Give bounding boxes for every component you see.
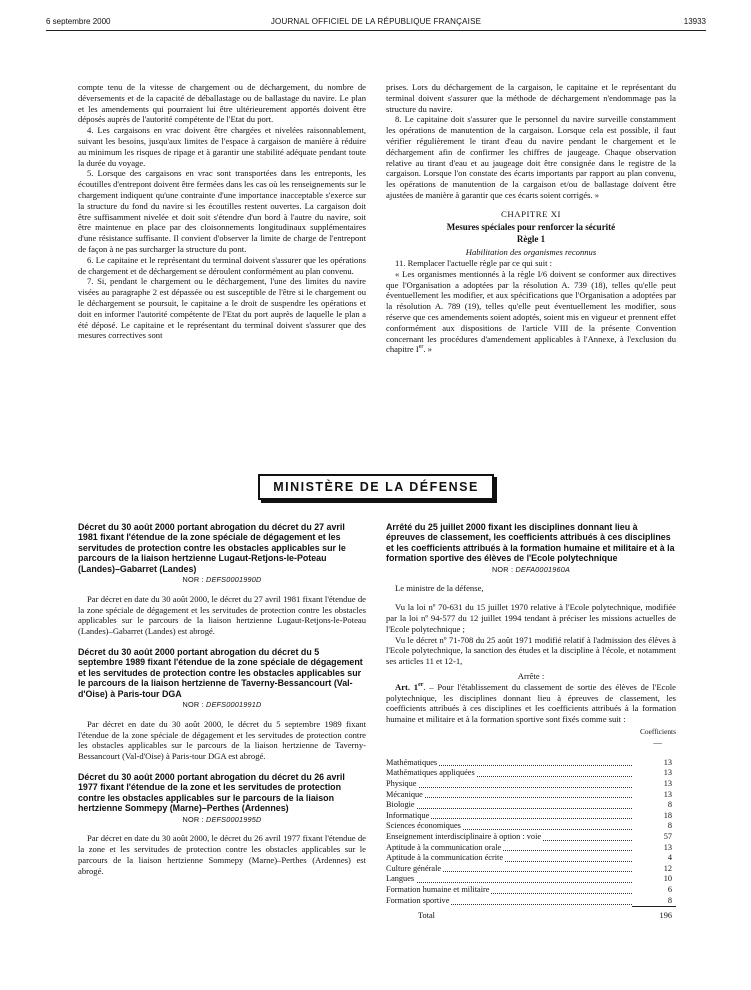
decree-title: Décret du 30 août 2000 portant abrogation du décret du 26 avril 1977 fixant l'étendue de la zone et les servitudes de protection contre les obstacles applicables sur le parcours de la liaison hertzienne Sommepy (Marne)–Perthes (Ardennes) xyxy=(78,772,345,814)
table-row xyxy=(386,821,676,832)
subject-name-cell xyxy=(386,758,632,769)
subject-name: Culture générale xyxy=(386,863,442,873)
subject-coefficient: 12 xyxy=(663,863,672,873)
chapter-title: CHAPITRE XI xyxy=(501,208,561,219)
subject-name: Formation sportive xyxy=(386,896,450,905)
subject-coefficient: 18 xyxy=(663,810,672,820)
nor-code: DEFS0001991D xyxy=(205,700,262,710)
subject-coefficient: 13 xyxy=(663,789,672,799)
subject-name: Enseignement interdisciplinaire à option : voie xyxy=(386,831,542,841)
header-date: 6 septembre 2000 xyxy=(46,17,111,26)
subject-name-cell xyxy=(386,790,632,801)
coefficients-header: Coefficients xyxy=(640,726,676,736)
nor-label: NOR : xyxy=(182,700,206,710)
nor-reference xyxy=(78,575,366,586)
paragraph: prises. Lors du déchargement de la cargaison, le capitaine et le représentant du terminal doivent s'assurer que la méthode de déchargement n'endommage pas la structure du navire. xyxy=(386,82,676,114)
article-1 xyxy=(386,682,676,725)
nor-code: DEFA0001960A xyxy=(515,564,571,574)
dot-leader xyxy=(386,896,632,907)
decree-block xyxy=(78,772,366,877)
dot-leader xyxy=(386,864,632,875)
coefficients-table xyxy=(386,758,676,922)
nor-code: DEFS0001995D xyxy=(205,814,262,824)
subject-name-cell xyxy=(386,821,632,832)
dot-leader xyxy=(386,811,632,822)
decree-block xyxy=(78,647,366,762)
arrete-column xyxy=(386,522,676,922)
arrete-word: Arrête : xyxy=(517,671,545,681)
dot-leader xyxy=(386,832,632,843)
paragraph: 11. Remplacer l'actuelle règle par ce qui suit : xyxy=(395,257,553,268)
header-journal-title: JOURNAL OFFICIEL DE LA RÉPUBLIQUE FRANÇAISE xyxy=(270,17,482,26)
quoted-rule xyxy=(386,269,676,355)
header-rule xyxy=(46,30,706,31)
dot-leader xyxy=(386,821,632,832)
subject-coefficient: 13 xyxy=(663,842,672,852)
article-label xyxy=(395,682,423,692)
top-left-column xyxy=(78,82,366,341)
dot-leader xyxy=(386,885,632,896)
dot-leader xyxy=(386,768,632,779)
ministry-heading: MINISTÈRE DE LA DÉFENSE xyxy=(258,474,494,500)
subject-coefficient: 10 xyxy=(663,874,672,884)
decree-title: Décret du 30 août 2000 portant abrogation du décret du 5 septembre 1989 fixant l'étendue de la zone spéciale de dégagement et les servitudes de protection contre les obstacles applicables sur le parcours de la liaison hertzienne de Taverny-Bessancourt (Val-d'Oise) à Paris-tour DGA xyxy=(78,647,363,699)
decree-body: Par décret en date du 30 août 2000, le décret du 27 avril 1981 fixant l'étendue de la zone spéciale de dégagement et les servitudes de protection contre les obstacles applicables sur le parcours de la liaison hertzienne Lugaut-Retjons-le-Poteau (Landes)–Gabarret (Landes) est abrogé. xyxy=(78,593,366,637)
subject-name-cell xyxy=(386,811,632,822)
dot-leader xyxy=(386,843,632,854)
nor-reference xyxy=(78,815,366,826)
vu-paragraph: Vu la loi nº 70-631 du 15 juillet 1970 relative à l'Ecole polytechnique, modifiée par la loi nº 94-577 du 12 juillet 1994 tendant à préciser les missions actuelles de l'Ecole polytechnique ; xyxy=(386,602,676,634)
subject-name: Aptitude à la communication orale xyxy=(386,842,502,852)
table-row xyxy=(386,811,676,822)
nor-code: DEFS0001990D xyxy=(205,575,262,585)
subject-name-cell xyxy=(386,768,632,779)
quote-end: . » xyxy=(423,344,432,355)
chapter-subtitle: Mesures spéciales pour renforcer la sécurité xyxy=(446,221,616,232)
subject-name: Sciences économiques xyxy=(386,821,461,831)
paragraph: 6. Le capitaine et le représentant du terminal doivent s'assurer que les opérations de chargement et de déchargement se déroulent conformément au plan convenu. xyxy=(78,254,366,276)
subject-name: Mécanique xyxy=(386,789,423,799)
table-row xyxy=(386,874,676,885)
top-right-column xyxy=(386,82,676,355)
minister-line: Le ministre de la défense, xyxy=(395,583,484,594)
header-page-number: 13933 xyxy=(683,17,706,26)
table-row xyxy=(386,800,676,811)
subject-coefficient: 6 xyxy=(667,884,672,894)
table-row xyxy=(386,843,676,854)
table-row xyxy=(386,896,676,907)
arrete-title: Arrêté du 25 juillet 2000 fixant les disciplines donnant lieu à épreuves de classement, les coefficients attribués à ces disciplines et les coefficients attribués à la formation humaine et militaire et à la formation sportive des élèves de l'Ecole polytechnique xyxy=(386,522,675,564)
rule-heading: Habilitation des organismes reconnus xyxy=(465,247,597,258)
table-row xyxy=(386,864,676,875)
dot-leader xyxy=(386,779,632,790)
subject-coefficient: 13 xyxy=(663,778,672,788)
decree-title: Décret du 30 août 2000 portant abrogation du décret du 27 avril 1981 fixant l'étendue de la zone spéciale de dégagement et les servitudes de protection contre les obstacles applicables sur le parcours de la liaison hertzienne Lugaut-Retjons-le-Poteau (Landes)–Gabarret (Landes) xyxy=(78,522,346,574)
subject-name: Mathématiques xyxy=(386,757,438,767)
subject-name: Aptitude à la communication écrite xyxy=(386,853,504,863)
article-sup: er xyxy=(418,681,424,688)
decree-body: Par décret en date du 30 août 2000, le décret du 26 avril 1977 fixant l'étendue de la zone et les servitudes de protection contre les obstacles applicables sur le parcours de la liaison hertzienne Sommepy (Marne)–Perthes (Ardennes) est abrogé. xyxy=(78,833,366,876)
subject-name-cell xyxy=(386,864,632,875)
nor-label: NOR : xyxy=(491,564,516,574)
quote-sup: er xyxy=(418,344,424,351)
total-value: 196 xyxy=(632,907,676,922)
subject-coefficient: 8 xyxy=(667,895,672,905)
subject-name-cell xyxy=(386,874,632,885)
paragraph: 5. Lorsque des cargaisons en vrac sont transportées dans les entreponts, les écoutilles d'entrepont doivent être fermées dans les cas où les renseignements sur le chargement indiquent qu'une contrainte d'une importance inacceptable s'exerce sur la structure du fond du navire si les écoutilles restent ouvertes. La cargaison doit être suffisamment nivelée et doit soit s'étendre d'un bord à l'autre du navire, soit être maintenue en place par des cloisonnements longitudinaux supplémentaires d'une résistance suffisante. Il convient d'observer la limite de charge de l'entrepont de façon à ne pas surcharger la structure du pont. xyxy=(78,168,366,254)
paragraph: 7. Si, pendant le chargement ou le déchargement, l'une des limites du navire visées au paragraphe 2 est dépassée ou est susceptible de l'être si le chargement ou le déchargement se poursuit, le capitaine a le droit de suspendre les opérations et doit en informer l'autorité compétente de l'Etat du port auprès de laquelle le plan a été déposé. Le capitaine et le représentant du terminal doivent s'assurer que des mesures correctives sont xyxy=(78,276,366,341)
subject-name: Mathématiques appliquées xyxy=(386,768,475,778)
paragraph: compte tenu de la vitesse de chargement ou de déchargement, du nombre de déversements et de la capacité de déballastage ou de ballastage du navire. Le plan et les amendements qui pourraient lui être ultérieurement apportés doivent être déposés auprès de l'autorité compétente de l'Etat du port. xyxy=(78,82,366,125)
subject-name: Informatique xyxy=(386,810,430,820)
nor-reference xyxy=(78,700,366,711)
dot-leader xyxy=(386,853,632,864)
dot-leader xyxy=(386,790,632,801)
nor-reference xyxy=(386,565,676,576)
decrees-column xyxy=(78,522,366,887)
dot-leader xyxy=(386,874,632,885)
paragraph: 4. Les cargaisons en vrac doivent être chargées et nivelées raisonnablement, suivant les besoins, jusqu'aux limites de l'espace à cargaison de manière à réduire au minimum les risques de ripage et à garantir une stabilité adéquate pendant toute la durée du voyage. xyxy=(78,125,366,168)
subject-coefficient: 13 xyxy=(663,757,672,767)
subject-coefficient: 13 xyxy=(663,768,672,778)
table-row xyxy=(386,768,676,779)
subject-name: Langues xyxy=(386,874,415,884)
subject-name-cell xyxy=(386,779,632,790)
subject-coefficient: 8 xyxy=(667,800,672,810)
subject-name-cell xyxy=(386,832,632,843)
subject-name-cell xyxy=(386,800,632,811)
article-text: . – Pour l'établissement du classement de sortie des élèves de l'Ecole polytechnique, les disciplines donnant lieu à épreuves de classement, les coefficients attribués à ces disciplines et les coefficients attribués à la formation humaine et militaire et à la formation sportive sont fixés comme suit : xyxy=(386,681,676,725)
table-row xyxy=(386,758,676,769)
subject-name-cell xyxy=(386,885,632,896)
subject-coefficient: 4 xyxy=(667,853,672,863)
table-row xyxy=(386,779,676,790)
total-row xyxy=(386,907,676,922)
vu-paragraph: Vu le décret nº 71-708 du 25 août 1971 modifié relatif à l'admission des élèves à l'Ecole polytechnique, la sanction des études et la discipline à l'école, et notamment ses articles 11 et 12-1, xyxy=(386,634,676,667)
total-label: Total xyxy=(418,911,435,921)
nor-label: NOR : xyxy=(182,814,206,824)
page-header xyxy=(46,17,706,31)
nor-label: NOR : xyxy=(182,575,206,585)
subject-name: Physique xyxy=(386,778,417,788)
subject-name: Biologie xyxy=(386,800,415,810)
table-row xyxy=(386,885,676,896)
decree-body: Par décret en date du 30 août 2000, le décret du 5 septembre 1989 fixant l'étendue de la zone spéciale de dégagement et les servitudes de protection contre les obstacles applicables sur le parcours de la liaison hertzienne de Taverny-Bessancourt (Val-d'Oise) à Paris-tour DGA est abrogé. xyxy=(78,718,366,762)
coefficients-dash: — xyxy=(653,736,662,747)
subject-coefficient: 8 xyxy=(667,821,672,831)
table-row xyxy=(386,832,676,843)
paragraph: 8. Le capitaine doit s'assurer que le personnel du navire surveille constamment les opérations de manutention de la cargaison. Lorsque cela est possible, il faut vérifier régulièrement le tirant d'eau du navire pendant le chargement et le déchargement afin de confirmer les chiffres de jaugeage. Chaque observation relative au tirant d'eau et au jaugeage doit être consignée dans le registre de la cargaison. Lorsque l'on constate des écarts importants par rapport au plan convenu, les opérations de manutention de la cargaison et/ou de ballastage doivent être ajustées de manière à garantir que ces écarts soient corrigés. » xyxy=(386,114,676,200)
rule-title: Règle 1 xyxy=(516,234,546,245)
table-row xyxy=(386,790,676,801)
table-row xyxy=(386,853,676,864)
quote-text: « Les organismes mentionnés à la règle I/6 doivent se conformer aux directives que l'Organisation a adoptées par la résolution A. 739 (18), telles qu'elle peut éventuellement les modifier, et aux spécifications que l'Organisation a adoptées par la résolution A. 789 (19), telles qu'elle peut éventuellement les modifier, sous réserve que ces amendements soient adoptés, soient mis en vigueur et prennent effet conformément aux dispositions de l'article VIII de la présente Convention concernant les procédures d'amendement applicables à l'Annexe, à l'exclusion du chapitre I xyxy=(386,268,676,355)
subject-name: Formation humaine et militaire xyxy=(386,884,490,894)
subject-name-cell xyxy=(386,843,632,854)
subject-name-cell xyxy=(386,853,632,864)
dot-leader xyxy=(386,800,632,811)
article-label-text: Art. 1 xyxy=(395,681,419,692)
subject-name-cell xyxy=(386,896,632,907)
decree-block xyxy=(78,522,366,637)
subject-coefficient: 57 xyxy=(663,831,672,841)
dot-leader xyxy=(386,758,632,769)
